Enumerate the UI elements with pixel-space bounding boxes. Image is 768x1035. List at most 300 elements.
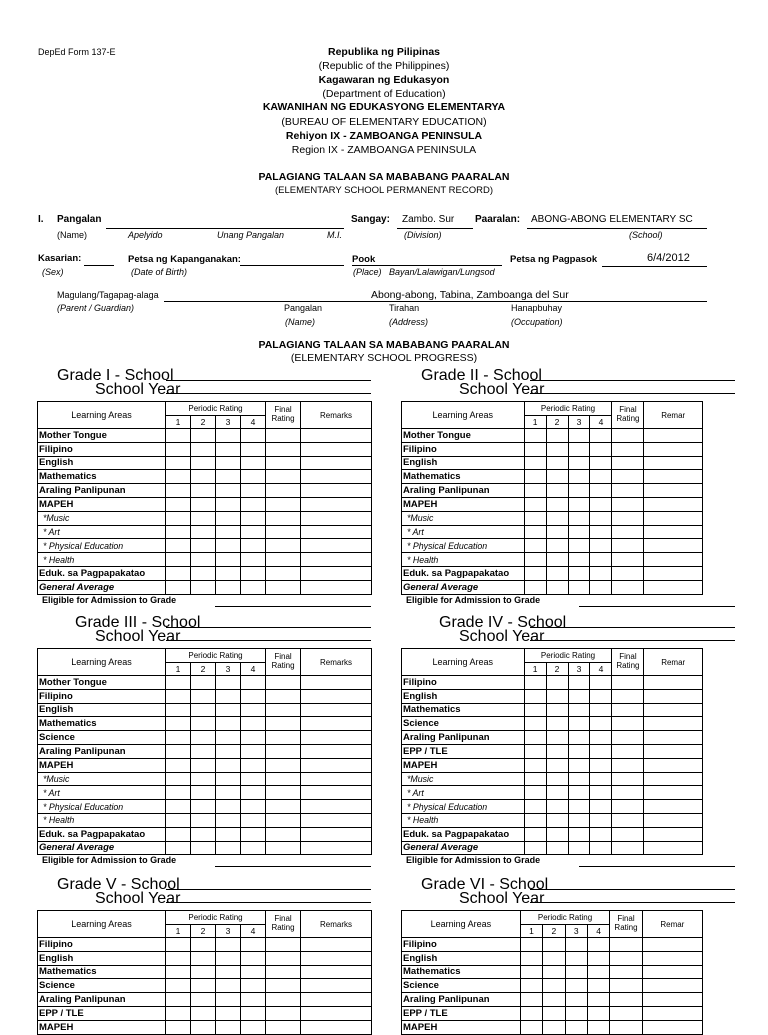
remarks-cell bbox=[644, 744, 703, 758]
quarter-rating-cell bbox=[590, 827, 612, 841]
school-year-underline bbox=[530, 902, 735, 903]
table-row bbox=[402, 731, 703, 745]
quarter-rating-cell bbox=[546, 827, 568, 841]
final-label: Final bbox=[619, 652, 637, 662]
quarter-rating-cell bbox=[568, 580, 590, 594]
quarter-rating-cell bbox=[241, 938, 266, 952]
remarks-cell bbox=[301, 429, 372, 443]
remarks-cell bbox=[644, 689, 703, 703]
quarter-rating-cell bbox=[587, 979, 609, 993]
table-row bbox=[38, 580, 372, 594]
quarter-rating-cell bbox=[546, 786, 568, 800]
quarter-3-header: 3 bbox=[216, 663, 241, 676]
quarter-rating-cell bbox=[241, 689, 266, 703]
quarter-rating-cell bbox=[191, 993, 216, 1007]
quarter-rating-cell bbox=[546, 539, 568, 553]
final-rating-cell bbox=[612, 813, 644, 827]
final-rating-cell bbox=[612, 758, 644, 772]
table-row bbox=[402, 717, 703, 731]
final-rating-header bbox=[266, 911, 301, 938]
learning-area-cell: English bbox=[38, 951, 166, 965]
remarks-cell bbox=[301, 553, 372, 567]
quarter-rating-cell bbox=[568, 566, 590, 580]
learning-area-cell: MAPEH bbox=[38, 758, 166, 772]
table-row bbox=[38, 429, 372, 443]
table-row bbox=[38, 539, 372, 553]
table-row bbox=[38, 456, 372, 470]
learning-area-cell: *Music bbox=[402, 511, 525, 525]
final-rating-cell bbox=[612, 566, 644, 580]
final-rating-cell bbox=[610, 938, 642, 952]
table-row bbox=[402, 497, 703, 511]
learning-area-cell: * Health bbox=[38, 813, 166, 827]
table-row bbox=[402, 1020, 703, 1034]
quarter-rating-cell bbox=[191, 813, 216, 827]
quarter-rating-cell bbox=[216, 429, 241, 443]
quarter-rating-cell bbox=[166, 703, 191, 717]
remarks-cell bbox=[644, 539, 703, 553]
quarter-rating-cell bbox=[241, 497, 266, 511]
quarter-rating-cell bbox=[216, 456, 241, 470]
table-row bbox=[38, 676, 372, 690]
learning-area-cell: MAPEH bbox=[402, 1020, 521, 1034]
school-underline bbox=[530, 889, 735, 890]
quarter-3-header: 3 bbox=[216, 416, 241, 429]
remarks-cell bbox=[301, 456, 372, 470]
quarter-rating-cell bbox=[590, 511, 612, 525]
grade-title: Grade III - School bbox=[75, 614, 201, 631]
final-rating-header bbox=[266, 402, 301, 429]
record-subtitle: (ELEMENTARY SCHOOL PERMANENT RECORD) bbox=[274, 185, 493, 196]
pagpasok-label: Petsa ng Pagpasok bbox=[510, 254, 598, 265]
learning-area-cell: * Art bbox=[402, 786, 525, 800]
quarter-2-header: 2 bbox=[546, 663, 568, 676]
final-rating-cell bbox=[266, 470, 301, 484]
quarter-rating-cell bbox=[191, 580, 216, 594]
final-label: Final bbox=[617, 914, 635, 924]
learning-area-cell: Mathematics bbox=[38, 470, 166, 484]
quarter-rating-cell bbox=[166, 511, 191, 525]
record-title: PALAGIANG TALAAN SA MABABANG PAARALAN bbox=[258, 171, 510, 183]
quarter-rating-cell bbox=[587, 965, 609, 979]
learning-area-cell: General Average bbox=[402, 580, 525, 594]
learning-areas-header: Learning Areas bbox=[402, 402, 525, 429]
table-row bbox=[402, 744, 703, 758]
table-row bbox=[402, 1006, 703, 1020]
learning-area-cell: EPP / TLE bbox=[402, 744, 525, 758]
quarter-rating-cell bbox=[191, 470, 216, 484]
learning-area-cell: English bbox=[38, 703, 166, 717]
quarter-3-header: 3 bbox=[565, 925, 587, 938]
quarter-rating-cell bbox=[565, 1020, 587, 1034]
eligible-label: Eligible for Admission to Grade bbox=[42, 855, 177, 866]
remarks-cell bbox=[301, 744, 372, 758]
quarter-rating-cell bbox=[520, 965, 542, 979]
quarter-rating-cell bbox=[241, 429, 266, 443]
periodic-rating-header: Periodic Rating bbox=[524, 649, 612, 663]
quarter-rating-cell bbox=[191, 429, 216, 443]
grade-title: Grade V - School bbox=[57, 876, 180, 893]
grades-table bbox=[401, 401, 703, 595]
quarter-rating-cell bbox=[546, 717, 568, 731]
quarter-rating-cell bbox=[216, 470, 241, 484]
quarter-rating-cell bbox=[543, 1006, 565, 1020]
table-row bbox=[402, 689, 703, 703]
quarter-rating-cell bbox=[241, 772, 266, 786]
hanapbuhay-caption: Hanapbuhay bbox=[511, 303, 563, 313]
final-rating-cell bbox=[612, 800, 644, 814]
learning-area-cell: EPP / TLE bbox=[402, 1006, 521, 1020]
table-row bbox=[402, 951, 703, 965]
quarter-rating-cell bbox=[590, 456, 612, 470]
table-row bbox=[402, 539, 703, 553]
remarks-cell bbox=[301, 497, 372, 511]
quarter-rating-cell bbox=[216, 938, 241, 952]
periodic-rating-header: Periodic Rating bbox=[166, 649, 266, 663]
quarter-rating-cell bbox=[543, 951, 565, 965]
quarter-rating-cell bbox=[241, 786, 266, 800]
table-row bbox=[38, 938, 372, 952]
remarks-cell bbox=[644, 470, 703, 484]
quarter-rating-cell bbox=[590, 731, 612, 745]
quarter-rating-cell bbox=[520, 1006, 542, 1020]
quarter-rating-cell bbox=[543, 938, 565, 952]
quarter-rating-cell bbox=[565, 951, 587, 965]
quarter-rating-cell bbox=[166, 553, 191, 567]
quarter-rating-cell bbox=[590, 758, 612, 772]
learning-area-cell: *Music bbox=[402, 772, 525, 786]
quarter-rating-cell bbox=[520, 1020, 542, 1034]
quarter-rating-cell bbox=[241, 1006, 266, 1020]
quarter-rating-cell bbox=[166, 758, 191, 772]
pook-label: Pook bbox=[352, 254, 376, 265]
quarter-1-header: 1 bbox=[524, 663, 546, 676]
final-rating-cell bbox=[612, 676, 644, 690]
school-year-underline bbox=[530, 640, 735, 641]
final-rating-header bbox=[266, 649, 301, 676]
rating-label: Rating bbox=[616, 661, 640, 670]
pagpasok-underline bbox=[602, 266, 707, 267]
quarter-rating-cell bbox=[166, 717, 191, 731]
remarks-cell bbox=[301, 470, 372, 484]
quarter-rating-cell bbox=[524, 525, 546, 539]
quarter-rating-cell bbox=[568, 813, 590, 827]
learning-areas-header: Learning Areas bbox=[38, 649, 166, 676]
table-row bbox=[402, 827, 703, 841]
quarter-rating-cell bbox=[520, 938, 542, 952]
final-rating-cell bbox=[612, 442, 644, 456]
table-row bbox=[38, 1006, 372, 1020]
final-rating-cell bbox=[266, 772, 301, 786]
quarter-rating-cell bbox=[191, 539, 216, 553]
quarter-rating-cell bbox=[216, 442, 241, 456]
quarter-rating-cell bbox=[216, 772, 241, 786]
sangay-value: Zambo. Sur bbox=[402, 214, 455, 225]
learning-area-cell: Araling Panlipunan bbox=[402, 731, 525, 745]
quarter-rating-cell bbox=[191, 786, 216, 800]
final-rating-cell bbox=[612, 827, 644, 841]
quarter-rating-cell bbox=[166, 938, 191, 952]
remarks-cell bbox=[642, 938, 702, 952]
quarter-rating-cell bbox=[590, 497, 612, 511]
quarter-rating-cell bbox=[216, 744, 241, 758]
quarter-rating-cell bbox=[524, 689, 546, 703]
quarter-3-header: 3 bbox=[568, 663, 590, 676]
table-row bbox=[38, 442, 372, 456]
remarks-cell bbox=[301, 566, 372, 580]
learning-area-cell: Araling Panlipunan bbox=[38, 744, 166, 758]
school-year-label: School Year bbox=[459, 890, 545, 907]
quarter-rating-cell bbox=[546, 800, 568, 814]
quarter-rating-cell bbox=[191, 676, 216, 690]
quarter-rating-cell bbox=[191, 689, 216, 703]
quarter-rating-cell bbox=[565, 1006, 587, 1020]
quarter-rating-cell bbox=[520, 951, 542, 965]
remarks-cell bbox=[301, 676, 372, 690]
rating-label: Rating bbox=[271, 414, 295, 423]
mi-caption: M.I. bbox=[327, 230, 342, 240]
final-rating-cell bbox=[266, 813, 301, 827]
quarter-rating-cell bbox=[166, 539, 191, 553]
quarter-rating-cell bbox=[191, 744, 216, 758]
learning-area-cell: Araling Panlipunan bbox=[38, 993, 166, 1007]
quarter-2-header: 2 bbox=[191, 925, 216, 938]
quarter-rating-cell bbox=[166, 841, 191, 855]
place-caption: (Place) bbox=[353, 267, 382, 277]
quarter-rating-cell bbox=[590, 525, 612, 539]
quarter-rating-cell bbox=[568, 772, 590, 786]
quarter-rating-cell bbox=[568, 553, 590, 567]
quarter-rating-cell bbox=[191, 951, 216, 965]
table-row bbox=[38, 979, 372, 993]
remarks-cell bbox=[644, 813, 703, 827]
table-row bbox=[402, 703, 703, 717]
periodic-rating-header: Periodic Rating bbox=[166, 911, 266, 925]
quarter-rating-cell bbox=[241, 511, 266, 525]
quarter-rating-cell bbox=[524, 484, 546, 498]
quarter-rating-cell bbox=[241, 717, 266, 731]
final-rating-cell bbox=[266, 1006, 301, 1020]
first-name-caption: Unang Pangalan bbox=[217, 230, 285, 240]
quarter-rating-cell bbox=[216, 717, 241, 731]
table-row bbox=[402, 470, 703, 484]
final-label: Final bbox=[619, 405, 637, 415]
learning-area-cell: *Music bbox=[38, 511, 166, 525]
remarks-cell bbox=[301, 800, 372, 814]
pagpasok-value: 6/4/2012 bbox=[647, 252, 690, 264]
learning-area-cell: MAPEH bbox=[402, 758, 525, 772]
header-line-6: (BUREAU OF ELEMENTARY EDUCATION) bbox=[281, 116, 487, 128]
birth-underline bbox=[240, 265, 344, 266]
learning-area-cell: Eduk. sa Pagpapakatao bbox=[38, 827, 166, 841]
quarter-rating-cell bbox=[241, 731, 266, 745]
learning-area-cell: Araling Panlipunan bbox=[38, 484, 166, 498]
quarter-rating-cell bbox=[166, 731, 191, 745]
remarks-cell bbox=[644, 553, 703, 567]
eligible-label: Eligible for Admission to Grade bbox=[406, 855, 541, 866]
final-rating-cell bbox=[266, 786, 301, 800]
final-rating-cell bbox=[612, 786, 644, 800]
final-rating-cell bbox=[266, 951, 301, 965]
table-row bbox=[38, 470, 372, 484]
quarter-rating-cell bbox=[216, 689, 241, 703]
eligible-underline bbox=[579, 866, 735, 867]
quarter-rating-cell bbox=[166, 993, 191, 1007]
division-caption: (Division) bbox=[404, 230, 442, 240]
quarter-rating-cell bbox=[191, 758, 216, 772]
occupation-paren-caption: (Occupation) bbox=[511, 317, 563, 327]
learning-area-cell: * Art bbox=[402, 525, 525, 539]
quarter-rating-cell bbox=[191, 841, 216, 855]
learning-area-cell: Eduk. sa Pagpapakatao bbox=[402, 827, 525, 841]
learning-area-cell: Mathematics bbox=[38, 965, 166, 979]
quarter-rating-cell bbox=[191, 511, 216, 525]
quarter-rating-cell bbox=[546, 703, 568, 717]
quarter-rating-cell bbox=[590, 580, 612, 594]
final-rating-cell bbox=[612, 456, 644, 470]
final-rating-cell bbox=[266, 979, 301, 993]
quarter-rating-cell bbox=[524, 553, 546, 567]
apelyido-caption: Apelyido bbox=[128, 230, 163, 240]
learning-area-cell: Filipino bbox=[402, 676, 525, 690]
learning-area-cell: Mathematics bbox=[402, 965, 521, 979]
rating-label: Rating bbox=[616, 414, 640, 423]
quarter-rating-cell bbox=[241, 539, 266, 553]
quarter-rating-cell bbox=[590, 566, 612, 580]
final-rating-cell bbox=[266, 442, 301, 456]
final-rating-cell bbox=[610, 1020, 642, 1034]
header-line-2: (Republic of the Philippines) bbox=[318, 60, 450, 72]
quarter-rating-cell bbox=[191, 1020, 216, 1034]
header-line-7: Rehiyon IX - ZAMBOANGA PENINSULA bbox=[285, 130, 483, 142]
remarks-cell bbox=[644, 800, 703, 814]
quarter-rating-cell bbox=[524, 813, 546, 827]
quarter-rating-cell bbox=[191, 772, 216, 786]
quarter-rating-cell bbox=[216, 1006, 241, 1020]
progress-title: PALAGIANG TALAAN SA MABABANG PAARALAN bbox=[258, 339, 510, 351]
final-rating-cell bbox=[612, 689, 644, 703]
quarter-rating-cell bbox=[590, 772, 612, 786]
quarter-rating-cell bbox=[241, 813, 266, 827]
grade-title: Grade IV - School bbox=[439, 614, 567, 631]
learning-area-cell: Eduk. sa Pagpapakatao bbox=[38, 566, 166, 580]
quarter-rating-cell bbox=[191, 442, 216, 456]
quarter-rating-cell bbox=[241, 566, 266, 580]
remarks-cell bbox=[644, 497, 703, 511]
quarter-rating-cell bbox=[568, 800, 590, 814]
final-rating-cell bbox=[612, 497, 644, 511]
final-rating-cell bbox=[610, 951, 642, 965]
final-rating-cell bbox=[266, 993, 301, 1007]
quarter-rating-cell bbox=[524, 841, 546, 855]
quarter-rating-cell bbox=[241, 744, 266, 758]
quarter-rating-cell bbox=[524, 580, 546, 594]
final-rating-cell bbox=[610, 965, 642, 979]
table-row bbox=[402, 800, 703, 814]
quarter-rating-cell bbox=[241, 580, 266, 594]
final-rating-cell bbox=[612, 841, 644, 855]
quarter-rating-cell bbox=[191, 525, 216, 539]
remarks-cell bbox=[644, 442, 703, 456]
quarter-rating-cell bbox=[216, 539, 241, 553]
quarter-2-header: 2 bbox=[546, 416, 568, 429]
remarks-cell bbox=[642, 965, 702, 979]
quarter-rating-cell bbox=[524, 800, 546, 814]
grades-table bbox=[401, 648, 703, 855]
learning-area-cell: English bbox=[402, 456, 525, 470]
quarter-rating-cell bbox=[241, 979, 266, 993]
grades-table bbox=[37, 648, 372, 855]
school-year-label: School Year bbox=[459, 381, 545, 398]
table-row bbox=[402, 993, 703, 1007]
final-label: Final bbox=[274, 405, 292, 415]
quarter-rating-cell bbox=[546, 676, 568, 690]
remarks-cell bbox=[644, 676, 703, 690]
learning-areas-header: Learning Areas bbox=[38, 911, 166, 938]
quarter-rating-cell bbox=[191, 703, 216, 717]
final-rating-cell bbox=[610, 993, 642, 1007]
remarks-cell bbox=[301, 717, 372, 731]
quarter-1-header: 1 bbox=[166, 663, 191, 676]
header-line-1: Republika ng Pilipinas bbox=[327, 46, 441, 58]
quarter-4-header: 4 bbox=[587, 925, 609, 938]
final-rating-cell bbox=[266, 703, 301, 717]
final-rating-cell bbox=[266, 456, 301, 470]
table-row bbox=[38, 813, 372, 827]
quarter-rating-cell bbox=[524, 703, 546, 717]
table-row bbox=[38, 497, 372, 511]
quarter-rating-cell bbox=[216, 497, 241, 511]
table-row bbox=[38, 731, 372, 745]
school-year-underline bbox=[166, 902, 371, 903]
quarter-rating-cell bbox=[546, 813, 568, 827]
paaralan-value: ABONG-ABONG ELEMENTARY SC bbox=[531, 214, 693, 225]
quarter-2-header: 2 bbox=[543, 925, 565, 938]
name-underline bbox=[106, 228, 344, 229]
table-row bbox=[38, 951, 372, 965]
quarter-rating-cell bbox=[546, 580, 568, 594]
final-rating-cell bbox=[266, 497, 301, 511]
table-row bbox=[402, 442, 703, 456]
quarter-rating-cell bbox=[216, 827, 241, 841]
learning-area-cell: Filipino bbox=[38, 689, 166, 703]
table-row bbox=[402, 979, 703, 993]
final-rating-cell bbox=[612, 539, 644, 553]
remarks-cell bbox=[644, 841, 703, 855]
quarter-rating-cell bbox=[568, 689, 590, 703]
quarter-4-header: 4 bbox=[241, 925, 266, 938]
table-row bbox=[38, 566, 372, 580]
quarter-rating-cell bbox=[590, 484, 612, 498]
quarter-rating-cell bbox=[191, 979, 216, 993]
school-year-label: School Year bbox=[95, 890, 181, 907]
quarter-rating-cell bbox=[241, 470, 266, 484]
quarter-4-header: 4 bbox=[590, 663, 612, 676]
learning-area-cell: * Health bbox=[402, 813, 525, 827]
final-rating-cell bbox=[612, 744, 644, 758]
quarter-2-header: 2 bbox=[191, 663, 216, 676]
quarter-rating-cell bbox=[524, 511, 546, 525]
table-row bbox=[402, 965, 703, 979]
quarter-rating-cell bbox=[520, 979, 542, 993]
table-row bbox=[402, 456, 703, 470]
table-row bbox=[38, 993, 372, 1007]
final-rating-cell bbox=[612, 429, 644, 443]
quarter-rating-cell bbox=[520, 993, 542, 1007]
address-paren-caption: (Address) bbox=[389, 317, 429, 327]
quarter-rating-cell bbox=[590, 470, 612, 484]
quarter-rating-cell bbox=[191, 553, 216, 567]
